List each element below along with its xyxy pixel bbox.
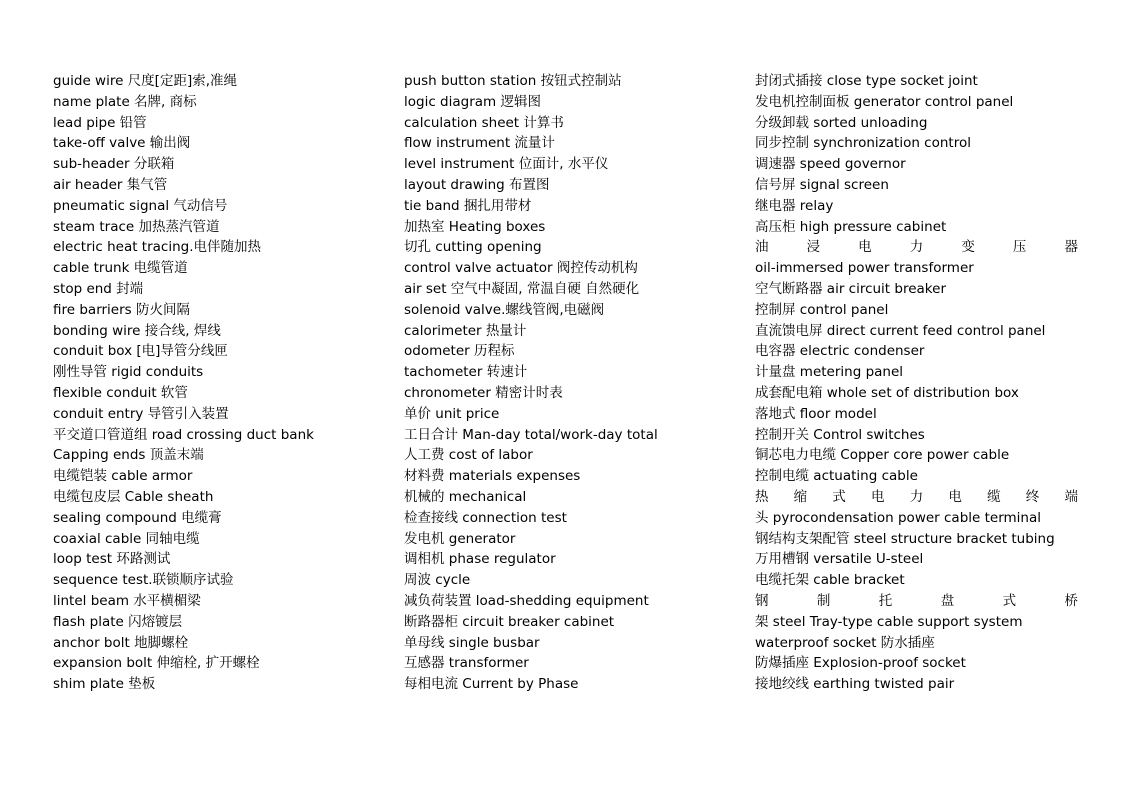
glossary-entry: sealing compound 电缆膏 (53, 509, 222, 526)
glossary-entry: 万用槽钢 versatile U-steel (755, 551, 924, 568)
glossary-entry: odometer 历程标 (404, 343, 515, 360)
glossary-entry: 成套配电箱 whole set of distribution box (755, 384, 1019, 401)
glossary-entry: 钢 制 托 盘 式 桥 (755, 592, 1078, 609)
glossary-entry: take-off valve 输出阀 (53, 135, 191, 152)
glossary-entry: 接地绞线 earthing twisted pair (755, 676, 955, 693)
glossary-entry: 单母线 single busbar (404, 634, 540, 651)
glossary-entry: name plate 名牌, 商标 (53, 93, 197, 110)
glossary-entry: loop test 环路测试 (53, 551, 171, 568)
glossary-entry: 铜芯电力电缆 Copper core power cable (755, 447, 1010, 464)
glossary-entry: 封闭式插接 close type socket joint (755, 73, 978, 89)
glossary-entry: air set 空气中凝固, 常温自硬 自然硬化 (404, 280, 640, 297)
glossary-entry: 加热室 Heating boxes (404, 218, 546, 235)
glossary-entry: 检查接线 connection test (404, 509, 567, 526)
glossary-entry: conduit entry 导管引入装置 (53, 405, 229, 422)
glossary-entry: 发电机控制面板 generator control panel (755, 93, 1014, 110)
glossary-entry: logic diagram 逻辑图 (404, 93, 541, 110)
glossary-entry: 控制电缆 actuating cable (755, 468, 918, 485)
glossary-entry: tie band 捆扎用带材 (404, 197, 532, 214)
glossary-entry: 信号屏 signal screen (755, 176, 889, 193)
glossary-entry: 控制屏 control panel (755, 301, 889, 318)
glossary-entry: flow instrument 流量计 (404, 135, 555, 152)
glossary-entry: 头 pyrocondensation power cable terminal (755, 509, 1042, 526)
glossary-entry: pneumatic signal 气动信号 (53, 197, 228, 214)
glossary-entry: 同步控制 synchronization control (755, 135, 971, 152)
glossary-entry: electric heat tracing.电伴随加热 (53, 239, 262, 256)
glossary-entry: solenoid valve.螺线管阀,电磁阀 (404, 301, 605, 318)
glossary-entry: sequence test.联锁顺序试验 (53, 572, 234, 589)
glossary-entry: Capping ends 顶盖末端 (53, 447, 204, 464)
glossary-entry: 电缆铠装 cable armor (53, 468, 193, 485)
glossary-entry: 调速器 speed governor (755, 156, 906, 173)
glossary-entry: 发电机 generator (404, 530, 516, 547)
glossary-entry: lintel beam 水平横楣梁 (53, 592, 201, 609)
glossary-entry: calorimeter 热量计 (404, 322, 527, 339)
glossary-entry: 钢结构支架配管 steel structure bracket tubing (755, 530, 1055, 547)
glossary-entry: 热 缩 式 电 力 电 缆 终 端 (755, 488, 1078, 505)
glossary-entry: 每相电流 Current by Phase (404, 676, 579, 693)
glossary-entry: tachometer 转速计 (404, 364, 528, 381)
glossary-column-2 (404, 71, 728, 695)
glossary-entry: conduit box [电]导管分线匣 (53, 343, 228, 360)
glossary-entry: 控制开关 Control switches (755, 426, 925, 443)
glossary-entry: 机械的 mechanical (404, 488, 527, 505)
glossary-column-3 (755, 71, 1078, 695)
glossary-entry: chronometer 精密计时表 (404, 384, 563, 401)
glossary-entry: 电缆包皮层 Cable sheath (53, 488, 214, 505)
glossary-entry: shim plate 垫板 (53, 676, 156, 693)
glossary-entry: control valve actuator 阀控传动机构 (404, 260, 638, 277)
glossary-entry: guide wire 尺度[定距]索,准绳 (53, 73, 238, 89)
glossary-entry: anchor bolt 地脚螺栓 (53, 634, 189, 651)
glossary-entry: 材料费 materials expenses (404, 468, 581, 485)
glossary-entry: 平交道口管道组 road crossing duct bank (53, 426, 314, 443)
glossary-entry: 互感器 transformer (404, 655, 529, 672)
glossary-entry: 单价 unit price (404, 405, 500, 422)
glossary-entry: 油 浸 电 力 变 压 器 (755, 239, 1078, 256)
glossary-entry: flexible conduit 软管 (53, 384, 188, 401)
glossary-entry: calculation sheet 计算书 (404, 114, 564, 131)
glossary-entry: oil-immersed power transformer (755, 260, 974, 277)
glossary-entry: 落地式 floor model (755, 405, 877, 422)
glossary-entry: 直流馈电屏 direct current feed control panel (755, 322, 1046, 339)
glossary-entry: 分级卸载 sorted unloading (755, 114, 928, 131)
glossary-entry: layout drawing 布置图 (404, 176, 550, 193)
glossary-entry: steam trace 加热蒸汽管道 (53, 218, 220, 235)
glossary-entry: 切孔 cutting opening (404, 239, 542, 256)
glossary-entry: 电容器 electric condenser (755, 343, 925, 360)
glossary-entry: 空气断路器 air circuit breaker (755, 280, 946, 297)
glossary-entry: 高压柜 high pressure cabinet (755, 218, 947, 235)
glossary-entry: 电缆托架 cable bracket (755, 572, 905, 589)
glossary-entry: cable trunk 电缆管道 (53, 260, 188, 277)
glossary-entry: fire barriers 防火间隔 (53, 301, 190, 318)
glossary-entry: coaxial cable 同轴电缆 (53, 530, 200, 547)
glossary-entry: air header 集气管 (53, 176, 168, 193)
glossary-entry: sub-header 分联箱 (53, 156, 175, 173)
glossary-entry: 计量盘 metering panel (755, 364, 904, 381)
glossary-entry: stop end 封端 (53, 280, 144, 297)
glossary-column-1 (53, 71, 377, 695)
glossary-entry: 继电器 relay (755, 197, 834, 214)
glossary-entry: 架 steel Tray-type cable support system (755, 613, 1023, 630)
glossary-entry: 调相机 phase regulator (404, 551, 556, 568)
glossary-entry: 减负荷装置 load-shedding equipment (404, 592, 649, 609)
glossary-entry: 断路器柜 circuit breaker cabinet (404, 613, 615, 630)
glossary-entry: expansion bolt 伸缩栓, 扩开螺栓 (53, 655, 260, 672)
glossary-entry: 刚性导管 rigid conduits (53, 364, 204, 381)
glossary-entry: 周波 cycle (404, 572, 471, 589)
glossary-entry: flash plate 闪熔镀层 (53, 613, 183, 630)
glossary-entry: 工日合计 Man-day total/work-day total (404, 426, 658, 443)
glossary-entry: waterproof socket 防水插座 (755, 634, 935, 651)
glossary-entry: push button station 按钮式控制站 (404, 73, 622, 89)
glossary-entry: level instrument 位面计, 水平仪 (404, 156, 609, 173)
glossary-entry: 防爆插座 Explosion-proof socket (755, 655, 966, 672)
glossary-entry: bonding wire 接合线, 焊线 (53, 322, 221, 339)
glossary-entry: lead pipe 铅管 (53, 114, 147, 131)
glossary-entry: 人工费 cost of labor (404, 447, 533, 464)
